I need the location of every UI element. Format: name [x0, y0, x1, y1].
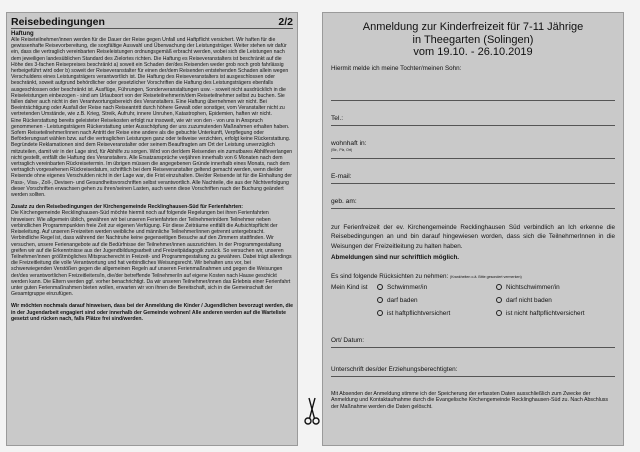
ort-datum-label: Ort/ Datum:: [331, 336, 365, 344]
option-haftpflicht[interactable]: [377, 310, 496, 317]
option-label: ist haftpflichtversichert: [387, 309, 451, 317]
page-number: 2/2: [278, 16, 293, 28]
ruecksicht-label: Es sind folgende Rücksichten zu nehmen:: [331, 272, 449, 280]
radio-circle-icon[interactable]: [496, 297, 502, 303]
option-darf-baden[interactable]: [377, 297, 496, 304]
ruecksicht-question: [331, 273, 615, 280]
ort-datum-field[interactable]: [331, 337, 615, 348]
tel-field[interactable]: [331, 115, 615, 126]
zusatz-title: Zusatz zu den Reisebedingungen der Kirchengemeinde Recklinghausen-Süd für Ferienfahrten:: [11, 204, 243, 211]
haftung-title: Haftung: [11, 31, 34, 37]
unterschrift-field[interactable]: [331, 366, 615, 377]
option-nicht-haftpflicht[interactable]: [496, 310, 615, 317]
name-field[interactable]: [331, 90, 615, 101]
datenschutz-text: Mit Absenden der Anmeldung stimme ich der Speicherung der erfassten Daten ausschließlich zum Zwecke der Anmeldung und Kontaktaufnahme durch die Evangelische Kirchengemeinde Recklinghausen-Süd zu. Nach Abschluss der Maßnahme werden die Daten gelöscht.: [331, 390, 609, 410]
radio-circle-icon[interactable]: [377, 284, 383, 290]
haftung-text: Alle Reiseteilnehmer/innen werden für die Dauer der Reise gegen Unfall und Haftpflicht versichert. Wir haften für die gewissenhafte Reisevorbereitung, die sorgfältige Auswahl und Überwachung der Leistungsträger. Weiter stehen wir dafür ein, dass die vertraglich vereinbarten Reiseleistungen ordnungsgemäß erbracht werden, wobei sich die Leistungen nach dem jeweiligen landesüblichen Standard des Zielortes richten. Die Haftung es Reiseveranstalters ist beschränkt auf die Höhe des 3-fachen Reisepreises beschränkt a) soweit ein Schaden der/des Reisenden weder grob noch grob fahrlässig herbeigeführt wird oder b) soweit der Reiseveranstalter für einen der/dem Reisenden entstehenden Schaden allein wegen Verschuldens eines Leistungsträgers verantwortlich ist. Die Haftung des Reiseveranstalters ist ausgeschlossen oder beschränkt, soweit aufgrund behördlicher oder gesetzlicher Vorschriften die Haftung des Leistungsträgers ebenfalls ausgeschlossen oder beschränkt ist. Ausflüge, Führungen, Sonderveranstaltungen usw. - soweit nicht ausdrücklich in die Reiseleistungen einbezogen - sind am Urlaubsort von der Reiseteilnehmerin/dem Reiseteilnehmer selbst zu buchen. Sie fallen daher auch nicht in den Verantwortungsbereich des Veranstalters. Eine Haftung übernehmen wir nicht. Bei Beeinträchtigung oder Ausfall der Reise nach Reiseantritt durch höhere Gewalt oder sonstiger, vom Veranstalter nicht zu vertretenden Umstände, wie z.B. Krieg, Streik, Aufruhr, innere Unruhen, Katastrophen, Epidemien, haften wir nicht.: [11, 37, 289, 118]
anmeldung-form: [322, 12, 624, 446]
zusatz-text: Die Kirchengemeinde Recklinghausen-Süd möchte hiermit noch auf folgende Regelungen bei ihren Ferienfahrten hinweisen: Wie allgemein üblich, gewähren wir bei unseren Ferienfahrten der Teilnehmerin/dem Teilnehmer neben verbindlichen Programmpunkten freie Zeit zur eigenen Verfügung. Für diese Zeiträume entfällt die Aufsichtspflicht der Reiseleitung. Auf unseren Freizeiten werden weibliche und männliche Teilnehmer/innen getrennt untergebracht. Verbindliche Regel ist, dass während der Nachtruhe keine gegenseitigen Besuche auf den Zimmern stattfinden. Wir versuchen, unsere Ferienangebote auf die Bedürfnisse der Teilnehmer/innen auszurichten. In der Programmgestaltung greifen wir auf die Erkenntnisse aus der Jugendbildungsarbeit und Freizeitpädagogik zurück. So versuchen wir, unseren Teilnehmer/innen größtmögliches Mitspracherecht in Freizeit- und Programmgestaltung zu gewähren. Dabei trägt allerdings die Freizeitleitung die volle Verantwortung und hat verbindliches Weisungsrecht. Wir behalten uns vor, bei schwerwiegenden Verstößen gegen die allgemeinen Regeln auf unseren Ferienmaßnahmen und gegen die Weisungen der/des verantwortlichen Freizeitleiters/in, die/der betreffende Teilnehmer/in auf eigene Kosten nach Hause geschickt werden kann. Die Eltern werden ggf. vorher benachrichtigt. Da wir unseren Teilnehmer/innen das Erlebnis einer Ferienfahrt unter guten Ferienmaßnahmen bieten wollen, erwarten wir von ihnen die Bereitschaft, sich in die Gemeinschaft der Gesamtgruppe einzufügen.: [11, 210, 292, 298]
anmeldung-title-line1: Anmeldung zur Kinderfreizeit für 7-11 Jährige: [362, 21, 584, 33]
option-schwimmer[interactable]: [377, 284, 496, 291]
option-label: darf baden: [387, 296, 418, 304]
anmeldung-title-line2: in Theegarten (Solingen): [412, 33, 534, 46]
radio-circle-icon[interactable]: [377, 310, 383, 316]
scissors-icon: [304, 396, 320, 426]
radio-circle-icon[interactable]: [496, 284, 502, 290]
reisebedingungen-title: Reisebedingungen: [11, 16, 105, 28]
anmeldung-title-line3: vom 19.10. - 26.10.2019: [413, 46, 533, 58]
option-label: Schwimmer/in: [387, 283, 428, 291]
ruecksicht-note: (Krankheiten o.ä. Bitte gesondert vermerken): [450, 274, 522, 279]
tel-label: Tel.:: [331, 114, 344, 122]
geb-field[interactable]: [331, 198, 615, 209]
option-label: darf nicht baden: [506, 296, 552, 304]
rueckerstattung-text: Eine Rückerstattung bereits geleisteter Reisekosten erfolgt nur insoweit, wie wir von den - von uns in Anspruch genommenen - Leistungsträgern Rückerstattung unter Ausschöpfung der uns zuzumutenden Maßnahmen erhalten haben. Sofern Reiseteilnehmer/innen nach Antritt der Reise eine andere als die gebuchte Unterkunft, Verpflegung oder Beförderungsart wählen bzw. auf die vertraglichen Leistungen ganz oder teilweise verzichten, erfolgt keine Rückerstattung. Begründete Reklamationen sind dem Reiseveranstalter oder seinem Beauftragten am Ort der Leistung unverzüglich mitzuteilen, damit wir in der Lage sind, für Abhilfe zu sorgen. Wird von der/dem Reisenden ein zumutbares Abhilfeverlangen nicht gestellt, entfällt die Haftung des Veranstalters. Alle Ersatzansprüche verjähren innerhalb von 6 Monaten nach dem vertraglich vereinbarten Rückreisetermin. Im übrigen müssen die angegebenen Gründe innerhalb eines Monats, nach dem vertraglich vorgesehenen Rückreisedatum, schriftlich bei dem Reiseveranstalter geltend gemacht werden, wenn die/der Reisende ohne eigenes Verschulden nicht in der Lage war, die Frist einzuhalten. Die/der Reisende ist für die Einhaltung der Pass-, Visa-, Zoll-, Devisen- und Gesundheitsvorschriften selbst verantwortlich. Alle Nachteile, die aus der Nichtverfolgung dieser Vorschriften erwachsen gehen zu ihren/seinen Lasten, auch wenn diese Vorschriften nach der Buchung geändert werden sollten.: [11, 117, 293, 199]
abmeldung-text: Abmeldungen sind nur schriftlich möglich.: [331, 254, 460, 261]
anmeldung-text: zur Ferienfreizeit der ev. Kirchengemeinde Recklinghausen Süd verbindlich an Ich erkenne die Reisebedingungen an und bin darauf hingewiesen worden, dass sich die TeilnehmerInnen in die Weisungen der Freizeitleitung zu halten haben.: [331, 223, 615, 250]
email-label: E-mail:: [331, 172, 352, 180]
reisebedingungen-header: [11, 16, 293, 29]
option-nichtschwimmer[interactable]: [496, 284, 615, 291]
geb-label: geb. am:: [331, 197, 357, 205]
wohnhaft-label: wohnhaft in:: [331, 139, 367, 147]
anmeldung-title: [331, 21, 615, 59]
radio-circle-icon[interactable]: [496, 310, 502, 316]
options-grid: [331, 284, 615, 317]
wohnhaft-field[interactable]: [331, 140, 615, 159]
reisebedingungen-panel: [6, 12, 298, 446]
option-darf-nicht-baden[interactable]: [496, 297, 615, 304]
hinweis-text: Wir möchten nochmals darauf hinweisen, dass bei der Anmeldung die Kinder / Jugendlichen bevorzugt werden, die in der Jugendarbeit engagiert sind oder innerhalb der Gemeinde wohnen! Alle anderen werden auf die Warteliste gesetzt und rücken nach, falls Plätze frei sind/werden.: [11, 303, 293, 322]
wohnhaft-sublabel: (Str., Plz, Ort): [331, 147, 353, 152]
option-label: Nichtschwimmer/in: [506, 283, 560, 291]
unterschrift-label: Unterschrift des/der Erziehungsberechtigten:: [331, 365, 458, 373]
radio-circle-icon[interactable]: [377, 297, 383, 303]
mein-kind-label: Mein Kind ist: [331, 283, 368, 291]
email-field[interactable]: [331, 173, 615, 184]
option-label: ist nicht haftpflichtversichert: [506, 309, 585, 317]
intro-text: Hiermit melde ich meine Tochter/meinen Sohn:: [331, 64, 462, 72]
